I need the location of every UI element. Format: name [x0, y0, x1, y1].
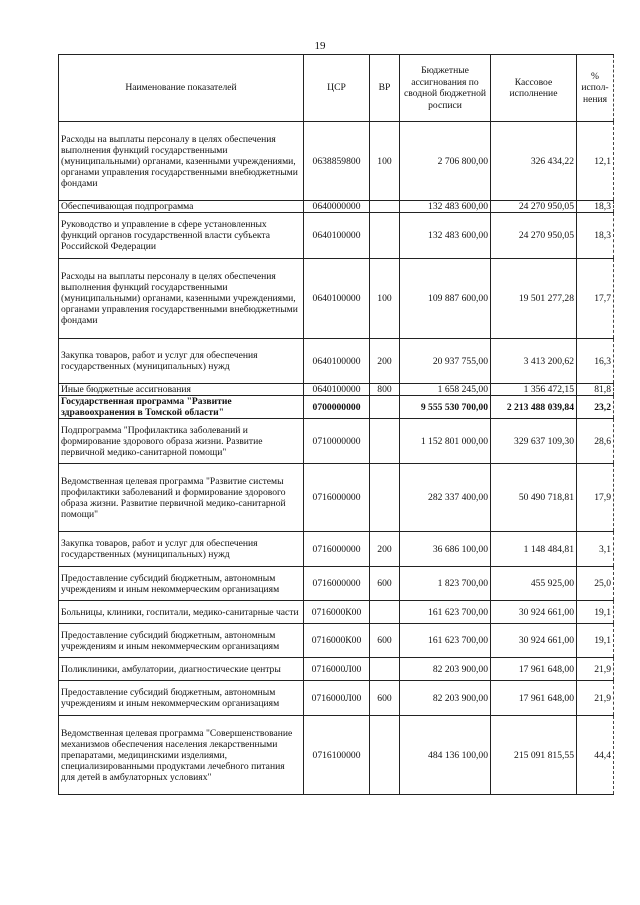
header-vr: ВР	[370, 55, 400, 122]
header-cash: Кассовое исполнение	[491, 55, 577, 122]
cell-assigned: 132 483 600,00	[400, 213, 491, 259]
cell-csr: 0716000К00	[304, 601, 370, 624]
cell-csr: 0700000000	[304, 396, 370, 419]
cell-name: Предоставление субсидий бюджетным, автономным учреждениям и иным некоммерческим организациям	[59, 681, 304, 716]
cell-assigned: 282 337 400,00	[400, 464, 491, 532]
cell-assigned: 161 623 700,00	[400, 624, 491, 658]
cell-cash: 2 213 488 039,84	[491, 396, 577, 419]
cell-vr: 100	[370, 122, 400, 201]
cell-pct: 81,8	[577, 384, 614, 396]
table-row	[59, 201, 614, 213]
header-csr: ЦСР	[304, 55, 370, 122]
table-row	[59, 716, 614, 795]
cell-vr: 200	[370, 339, 400, 384]
cell-cash: 30 924 661,00	[491, 601, 577, 624]
cell-name: Подпрограмма "Профилактика заболеваний и формирование здорового образа жизни. Развитие первичной медико-санитарной помощи"	[59, 419, 304, 464]
cell-name: Больницы, клиники, госпитали, медико-санитарные части	[59, 601, 304, 624]
table-row	[59, 681, 614, 716]
cell-pct: 12,1	[577, 122, 614, 201]
header-pct: % испол-нения	[577, 55, 614, 122]
cell-assigned: 9 555 530 700,00	[400, 396, 491, 419]
cell-assigned: 36 686 100,00	[400, 532, 491, 567]
cell-name: Ведомственная целевая программа "Развитие системы профилактики заболеваний и формирование здорового образа жизни. Развитие первичной медико-санитарной помощи"	[59, 464, 304, 532]
cell-vr: 100	[370, 259, 400, 339]
cell-csr: 0640000000	[304, 201, 370, 213]
table-row	[59, 624, 614, 658]
cell-name: Иные бюджетные ассигнования	[59, 384, 304, 396]
cell-assigned: 1 152 801 000,00	[400, 419, 491, 464]
cell-cash: 17 961 648,00	[491, 681, 577, 716]
cell-csr: 0716000К00	[304, 624, 370, 658]
cell-cash: 19 501 277,28	[491, 259, 577, 339]
cell-assigned: 82 203 900,00	[400, 658, 491, 681]
cell-assigned: 132 483 600,00	[400, 201, 491, 213]
page-number: 19	[314, 40, 326, 52]
table-row	[59, 419, 614, 464]
cell-cash: 24 270 950,05	[491, 213, 577, 259]
cell-assigned: 1 658 245,00	[400, 384, 491, 396]
cell-pct: 21,9	[577, 658, 614, 681]
cell-assigned: 1 823 700,00	[400, 567, 491, 601]
cell-cash: 326 434,22	[491, 122, 577, 201]
table-row	[59, 384, 614, 396]
cell-vr: 600	[370, 624, 400, 658]
cell-csr: 0640100000	[304, 384, 370, 396]
cell-vr: 200	[370, 532, 400, 567]
cell-csr: 0716100000	[304, 716, 370, 795]
cell-cash: 1 356 472,15	[491, 384, 577, 396]
table-row	[59, 464, 614, 532]
cell-cash: 24 270 950,05	[491, 201, 577, 213]
cell-pct: 3,1	[577, 532, 614, 567]
cell-pct: 25,0	[577, 567, 614, 601]
table-row	[59, 122, 614, 201]
cell-name: Расходы на выплаты персоналу в целях обеспечения выполнения функций государственными (муниципальными) органами, казенными учреждениями, органами управления государственными внебюджетными фондами	[59, 122, 304, 201]
cell-vr	[370, 716, 400, 795]
table-row	[59, 339, 614, 384]
cell-assigned: 2 706 800,00	[400, 122, 491, 201]
cell-vr	[370, 601, 400, 624]
cell-name: Предоставление субсидий бюджетным, автономным учреждениям и иным некоммерческим организациям	[59, 567, 304, 601]
cell-csr: 0710000000	[304, 419, 370, 464]
table-row	[59, 601, 614, 624]
cell-name: Руководство и управление в сфере установленных функций органов государственной власти субъекта Российской Федерации	[59, 213, 304, 259]
cell-pct: 18,3	[577, 213, 614, 259]
cell-csr: 0716000Л00	[304, 681, 370, 716]
cell-name: Закупка товаров, работ и услуг для обеспечения государственных (муниципальных) нужд	[59, 532, 304, 567]
cell-pct: 17,9	[577, 464, 614, 532]
cell-assigned: 161 623 700,00	[400, 601, 491, 624]
cell-assigned: 109 887 600,00	[400, 259, 491, 339]
cell-cash: 1 148 484,81	[491, 532, 577, 567]
cell-cash: 50 490 718,81	[491, 464, 577, 532]
cell-vr	[370, 419, 400, 464]
cell-vr	[370, 658, 400, 681]
cell-cash: 215 091 815,55	[491, 716, 577, 795]
cell-csr: 0638859800	[304, 122, 370, 201]
cell-csr: 0640100000	[304, 339, 370, 384]
cell-cash: 3 413 200,62	[491, 339, 577, 384]
header-assigned: Бюджетные ассигнования по сводной бюджетной росписи	[400, 55, 491, 122]
cell-pct: 19,1	[577, 601, 614, 624]
cell-pct: 18,3	[577, 201, 614, 213]
cell-vr	[370, 464, 400, 532]
cell-pct: 16,3	[577, 339, 614, 384]
cell-vr	[370, 396, 400, 419]
cell-name: Закупка товаров, работ и услуг для обеспечения государственных (муниципальных) нужд	[59, 339, 304, 384]
table-row	[59, 396, 614, 419]
cell-vr: 800	[370, 384, 400, 396]
cell-pct: 23,2	[577, 396, 614, 419]
cell-vr	[370, 213, 400, 259]
cell-csr: 0716000Л00	[304, 658, 370, 681]
cell-cash: 455 925,00	[491, 567, 577, 601]
budget-execution-table	[58, 54, 614, 795]
table-row	[59, 532, 614, 567]
cell-assigned: 484 136 100,00	[400, 716, 491, 795]
cell-cash: 329 637 109,30	[491, 419, 577, 464]
header-name: Наименование показателей	[59, 55, 304, 122]
cell-csr: 0640100000	[304, 213, 370, 259]
cell-csr: 0716000000	[304, 464, 370, 532]
cell-csr: 0716000000	[304, 567, 370, 601]
cell-name: Расходы на выплаты персоналу в целях обеспечения выполнения функций государственными (муниципальными) органами, казенными учреждениями, органами управления государственными внебюджетными фондами	[59, 259, 304, 339]
cell-assigned: 82 203 900,00	[400, 681, 491, 716]
cell-vr: 600	[370, 567, 400, 601]
cell-pct: 28,6	[577, 419, 614, 464]
cell-csr: 0716000000	[304, 532, 370, 567]
table-header-row	[59, 55, 614, 122]
cell-name: Поликлиники, амбулатории, диагностические центры	[59, 658, 304, 681]
cell-cash: 30 924 661,00	[491, 624, 577, 658]
cell-pct: 17,7	[577, 259, 614, 339]
cell-pct: 44,4	[577, 716, 614, 795]
cell-name: Ведомственная целевая программа "Совершенствование механизмов обеспечения населения лекарственными препаратами, медицинскими изделиями, специализированными продуктами лечебного питания для детей в амбулаторных условиях"	[59, 716, 304, 795]
cell-vr: 600	[370, 681, 400, 716]
cell-pct: 21,9	[577, 681, 614, 716]
table-row	[59, 213, 614, 259]
cell-cash: 17 961 648,00	[491, 658, 577, 681]
table-row	[59, 259, 614, 339]
table-row	[59, 567, 614, 601]
cell-csr: 0640100000	[304, 259, 370, 339]
cell-pct: 19,1	[577, 624, 614, 658]
table-row	[59, 658, 614, 681]
cell-vr	[370, 201, 400, 213]
cell-assigned: 20 937 755,00	[400, 339, 491, 384]
cell-name: Государственная программа "Развитие здравоохранения в Томской области"	[59, 396, 304, 419]
cell-name: Предоставление субсидий бюджетным, автономным учреждениям и иным некоммерческим организациям	[59, 624, 304, 658]
cell-name: Обеспечивающая подпрограмма	[59, 201, 304, 213]
